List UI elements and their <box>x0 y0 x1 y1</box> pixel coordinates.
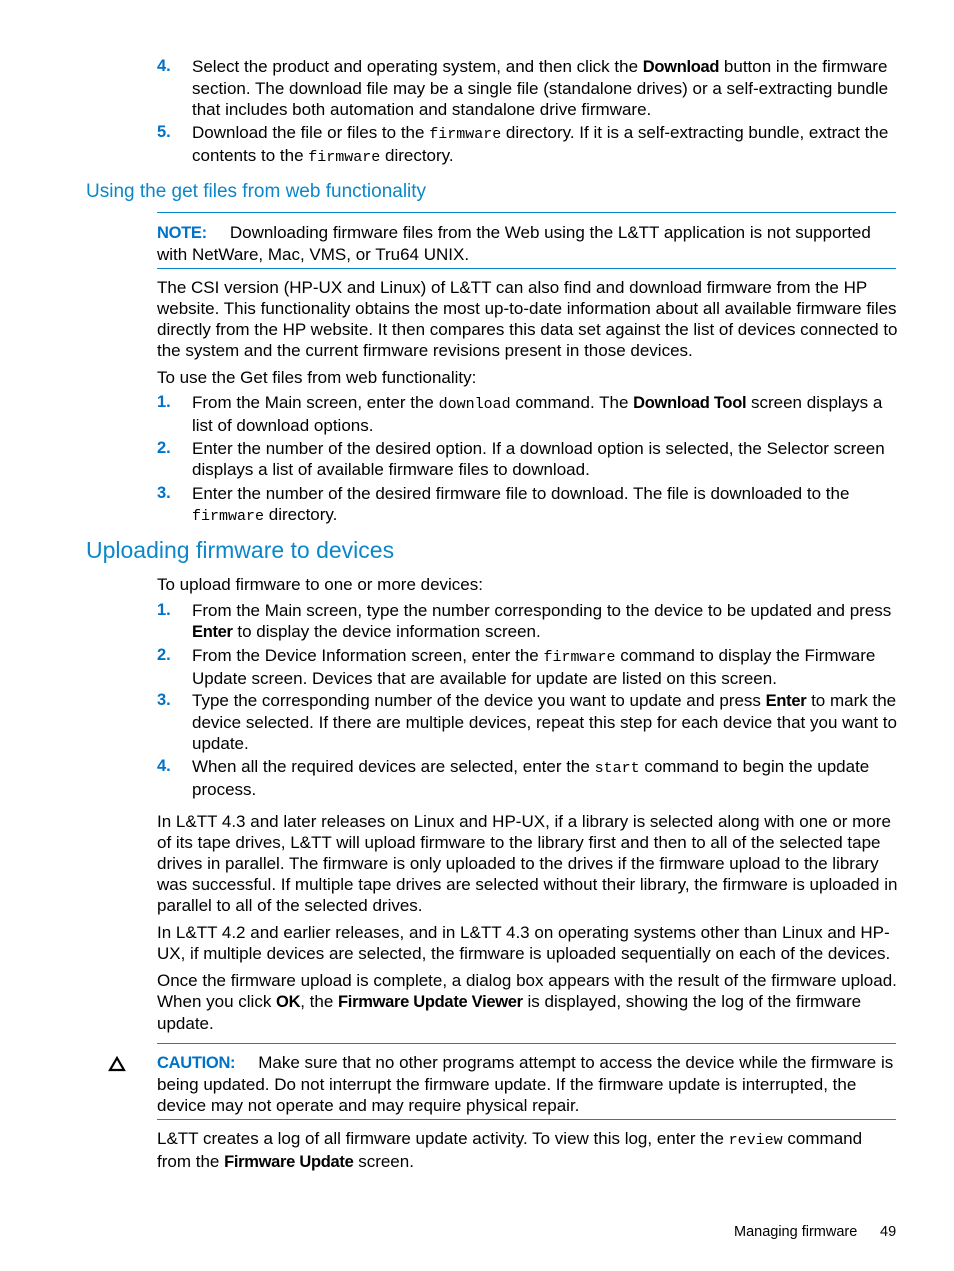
text-run: directory. If it is a self-extracting bundle, extract the contents to the <box>192 123 889 165</box>
text-run: Download the file or files to the <box>192 123 430 142</box>
warning-triangle-icon <box>108 1056 126 1072</box>
text-run: command from the <box>157 1129 863 1171</box>
code-term: review <box>728 1132 783 1149</box>
step-text <box>192 600 898 643</box>
text-run: Enter the number of the desired option. If a download option is selected, the Selector screen displays a list of available firmware files to download. <box>192 439 885 479</box>
step-number: 3. <box>157 691 171 709</box>
step-text <box>192 645 898 689</box>
bold-term: Enter <box>192 623 233 641</box>
step-text <box>192 122 898 168</box>
text-run: command. The <box>510 393 634 412</box>
text-run: to display the device information screen. <box>232 622 541 641</box>
step-number: 3. <box>157 484 171 502</box>
code-term: start <box>594 760 640 777</box>
web-paragraph: The CSI version (HP-UX and Linux) of L&TT can also find and download firmware from the HP website. This functionality obtains the most up-to-date information about all available firmware files directly from the HP website. It then compares this data set against the list of devices connected to the system and the current firmware revisions present in those devices. <box>157 278 898 360</box>
text-run: From the Device Information screen, enter the <box>192 646 544 665</box>
text-run: L&TT creates a log of all firmware update activity. To view this log, enter the <box>157 1129 729 1148</box>
step-text <box>192 483 898 527</box>
text-run: directory. <box>380 146 454 165</box>
note-text: Downloading firmware files from the Web using the L&TT application is not supported with NetWare, Mac, VMS, or Tru64 UNIX. <box>157 223 871 264</box>
note-top-rule <box>157 212 896 213</box>
code-term: download <box>438 396 511 413</box>
caution-box <box>157 1052 898 1116</box>
step-text <box>192 438 898 480</box>
step-text <box>192 56 898 120</box>
text-run: command to begin the update process. <box>192 757 870 799</box>
step-number: 4. <box>157 757 171 775</box>
text-run: screen displays a list of download options. <box>192 393 883 435</box>
step-number: 2. <box>157 646 171 664</box>
bold-term: Firmware Update <box>224 1153 354 1171</box>
step-text <box>192 756 898 800</box>
upload-intro: To upload firmware to one or more devices: <box>157 575 483 594</box>
text-run: Once the firmware upload is complete, a dialog box appears with the result of the firmware upload. When you click <box>157 971 897 1011</box>
caution-text: Make sure that no other programs attempt to access the device while the firmware is being updated. Do not interrupt the firmware update. If the firmware update is interrupted, the device may not operate and may require physical repair. <box>157 1053 894 1115</box>
text-run: When all the required devices are selected, enter the <box>192 757 595 776</box>
step-number: 5. <box>157 123 171 141</box>
step-number: 4. <box>157 57 171 75</box>
text-run: Type the corresponding number of the device you want to update and press <box>192 691 766 710</box>
text-run: is displayed, showing the log of the firmware update. <box>157 992 862 1033</box>
note-bottom-rule <box>157 268 896 269</box>
text-run: button in the firmware section. The download file may be a single file (standalone drives) or a self-extracting bundle that includes both automation and standalone drive firmware. <box>192 57 889 119</box>
code-term: firmware <box>308 149 381 166</box>
code-term: firmware <box>429 126 502 143</box>
code-term: firmware <box>543 649 616 666</box>
caution-top-rule <box>157 1043 896 1044</box>
text-run: screen. <box>353 1152 414 1171</box>
bold-term: OK <box>276 993 301 1011</box>
upload-paragraph-2: In L&TT 4.2 and earlier releases, and in L&TT 4.3 on operating systems other than Linux and HP-UX, if multiple devices are selected, the firmware is uploaded sequentially on each of the devices. <box>157 923 891 963</box>
step-text <box>192 690 898 754</box>
upload-paragraph-1: In L&TT 4.3 and later releases on Linux and HP-UX, if a library is selected along with one or more of its tape drives, L&TT will upload firmware to the library first and then to all of the selected tape drives in parallel. The firmware is only uploaded to the drives if the firmware upload to the library was successful. If multiple tape drives are selected without their library, the firmware is uploaded in parallel to all of the selected drives. <box>157 812 898 915</box>
step-number: 2. <box>157 439 171 457</box>
section-heading-upload: Uploading firmware to devices <box>86 537 395 563</box>
text-run: From the Main screen, type the number corresponding to the device to be updated and press <box>192 601 892 620</box>
code-term: firmware <box>192 508 265 525</box>
text-run: Enter the number of the desired firmware file to download. The file is downloaded to the <box>192 484 850 503</box>
text-run: directory. <box>264 505 338 524</box>
web-intro: To use the Get files from web functionality: <box>157 368 477 387</box>
upload-paragraph-4 <box>157 1128 898 1173</box>
bold-term: Download Tool <box>633 394 747 412</box>
note-box <box>157 222 898 265</box>
bold-term: Download <box>642 58 720 76</box>
bold-term: Firmware Update Viewer <box>338 993 523 1011</box>
note-label: NOTE: <box>157 224 207 242</box>
section-heading-web: Using the get files from web functionality <box>86 181 427 202</box>
text-run: Select the product and operating system, and then click the <box>192 57 643 76</box>
step-text <box>192 392 898 436</box>
caution-bottom-rule <box>157 1119 896 1120</box>
text-run: From the Main screen, enter the <box>192 393 439 412</box>
caution-label: CAUTION: <box>157 1054 236 1072</box>
text-run: command to display the Firmware Update screen. Devices that are available for update are listed on this screen. <box>192 646 876 688</box>
bold-term: Enter <box>765 692 807 710</box>
text-run: to mark the device selected. If there are multiple devices, repeat this step for each device that you want to update. <box>192 691 897 753</box>
upload-paragraph-3 <box>157 970 898 1034</box>
step-number: 1. <box>157 393 171 411</box>
step-number: 1. <box>157 601 171 619</box>
text-run: , the <box>300 992 339 1011</box>
footer-chapter: Managing firmware <box>734 1224 858 1240</box>
page-number: 49 <box>880 1224 897 1240</box>
